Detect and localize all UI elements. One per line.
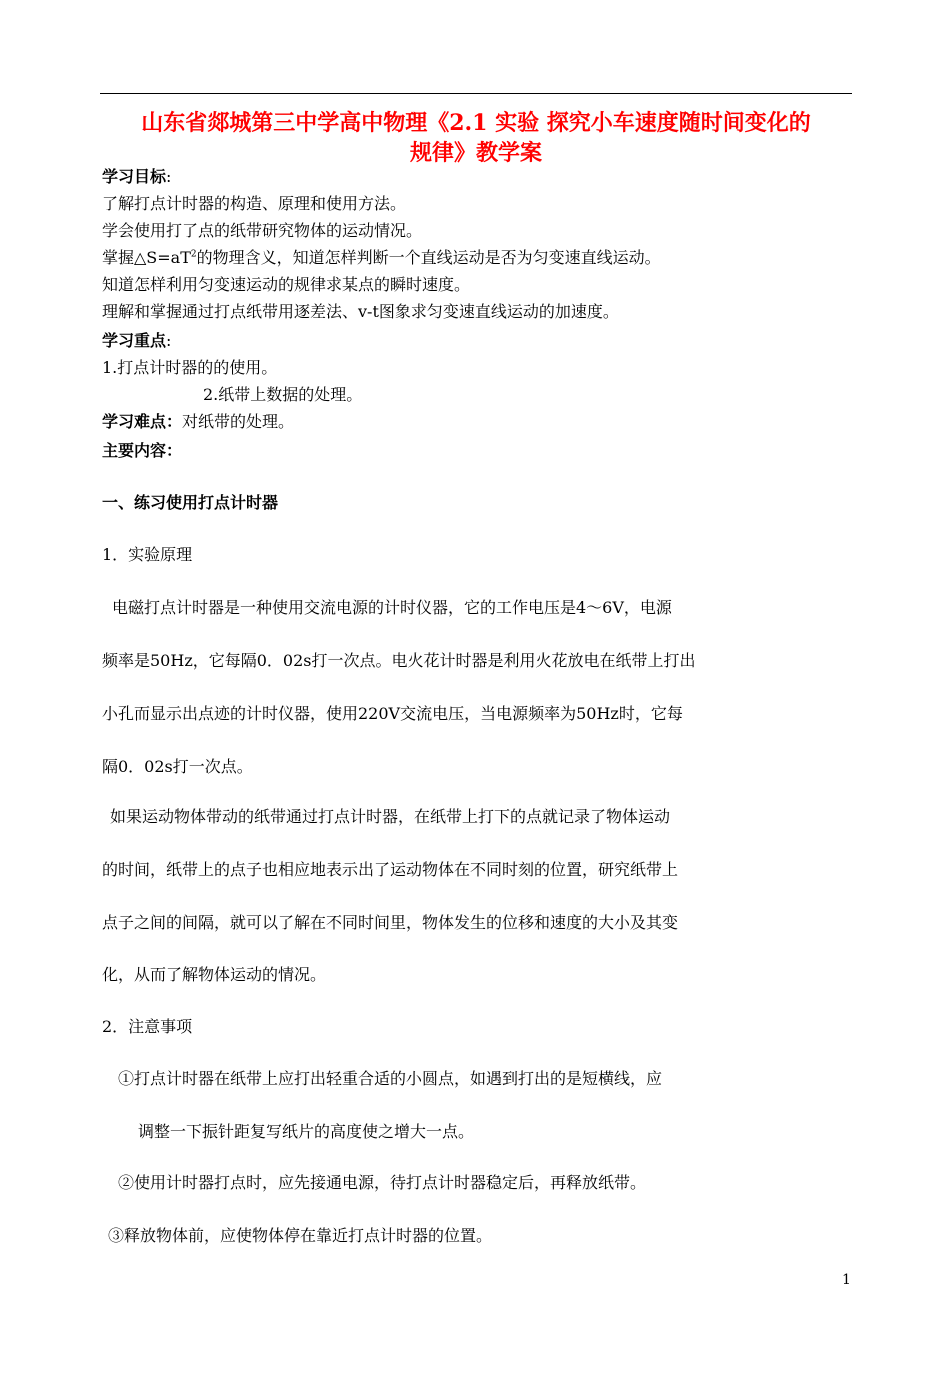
page-number: 1 — [842, 1272, 851, 1288]
paragraph-line: 隔0．02s打一次点。 — [102, 757, 253, 776]
document-title-line2: 规律》教学案 — [409, 140, 542, 166]
header-rule — [100, 93, 852, 94]
paragraph-line: 化，从而了解物体运动的情况。 — [102, 965, 327, 984]
note-item: ③释放物体前，应使物体停在靠近打点计时器的位置。 — [108, 1226, 493, 1245]
objectives-heading-line — [102, 166, 171, 188]
paragraph-line: 电磁打点计时器是一种使用交流电源的计时仪器，它的工作电压是4～6V，电源 — [112, 598, 672, 617]
subsection-heading: 1．实验原理 — [102, 545, 193, 564]
objective-item: 理解和掌握通过打点纸带用逐差法、v-t图象求匀变速直线运动的加速度。 — [102, 302, 619, 321]
difficulty-heading: 学习难点： — [102, 412, 183, 431]
paragraph-line: 频率是50Hz，它每隔0．02s打一次点。电火花计时器是利用火花放电在纸带上打出 — [102, 651, 696, 670]
objective-item — [102, 247, 661, 269]
note-item: ①打点计时器在纸带上应打出轻重合适的小圆点，如遇到打出的是短横线，应 — [118, 1069, 663, 1088]
paragraph-line: 如果运动物体带动的纸带通过打点计时器，在纸带上打下的点就记录了物体运动 — [110, 807, 671, 826]
objectives-colon: : — [166, 167, 172, 186]
section-heading: 一、练习使用打点计时器 — [102, 493, 279, 512]
difficulty-text: 对纸带的处理。 — [182, 412, 295, 431]
note-item: 调整一下振针距复写纸片的高度使之增大一点。 — [138, 1122, 475, 1141]
key-point-item: 2.纸带上数据的处理。 — [203, 385, 363, 404]
objective-formula: 掌握△S=aT — [102, 248, 191, 267]
paragraph-line: 点子之间的间隔，就可以了解在不同时间里，物体发生的位移和速度的大小及其变 — [102, 913, 679, 932]
key-points-heading: 学习重点 — [102, 331, 167, 350]
main-content-heading: 主要内容： — [102, 441, 183, 460]
objective-item: 了解打点计时器的构造、原理和使用方法。 — [102, 194, 407, 213]
objective-formula-rest: 的物理含义，知道怎样判断一个直线运动是否为匀变速直线运动。 — [196, 248, 661, 267]
key-points-heading-line — [102, 330, 171, 352]
formula-superscript: 2 — [190, 249, 197, 260]
objectives-heading: 学习目标 — [102, 167, 167, 186]
note-item: ②使用计时器打点时，应先接通电源，待打点计时器稳定后，再释放纸带。 — [118, 1173, 647, 1192]
objective-item: 知道怎样利用匀变速运动的规律求某点的瞬时速度。 — [102, 275, 471, 294]
subsection-heading: 2．注意事项 — [102, 1017, 193, 1036]
key-point-item: 1.打点计时器的的使用。 — [102, 358, 278, 377]
document-title-line1: 山东省郯城第三中学高中物理《2.1 实验 探究小车速度随时间变化的 — [141, 110, 811, 136]
key-points-colon: : — [166, 331, 172, 350]
objective-item: 学会使用打了点的纸带研究物体的运动情况。 — [102, 221, 423, 240]
difficulty-line — [102, 411, 294, 433]
paragraph-line: 小孔而显示出点迹的计时仪器，使用220V交流电压，当电源频率为50Hz时，它每 — [102, 704, 683, 723]
paragraph-line: 的时间，纸带上的点子也相应地表示出了运动物体在不同时刻的位置，研究纸带上 — [102, 860, 679, 879]
